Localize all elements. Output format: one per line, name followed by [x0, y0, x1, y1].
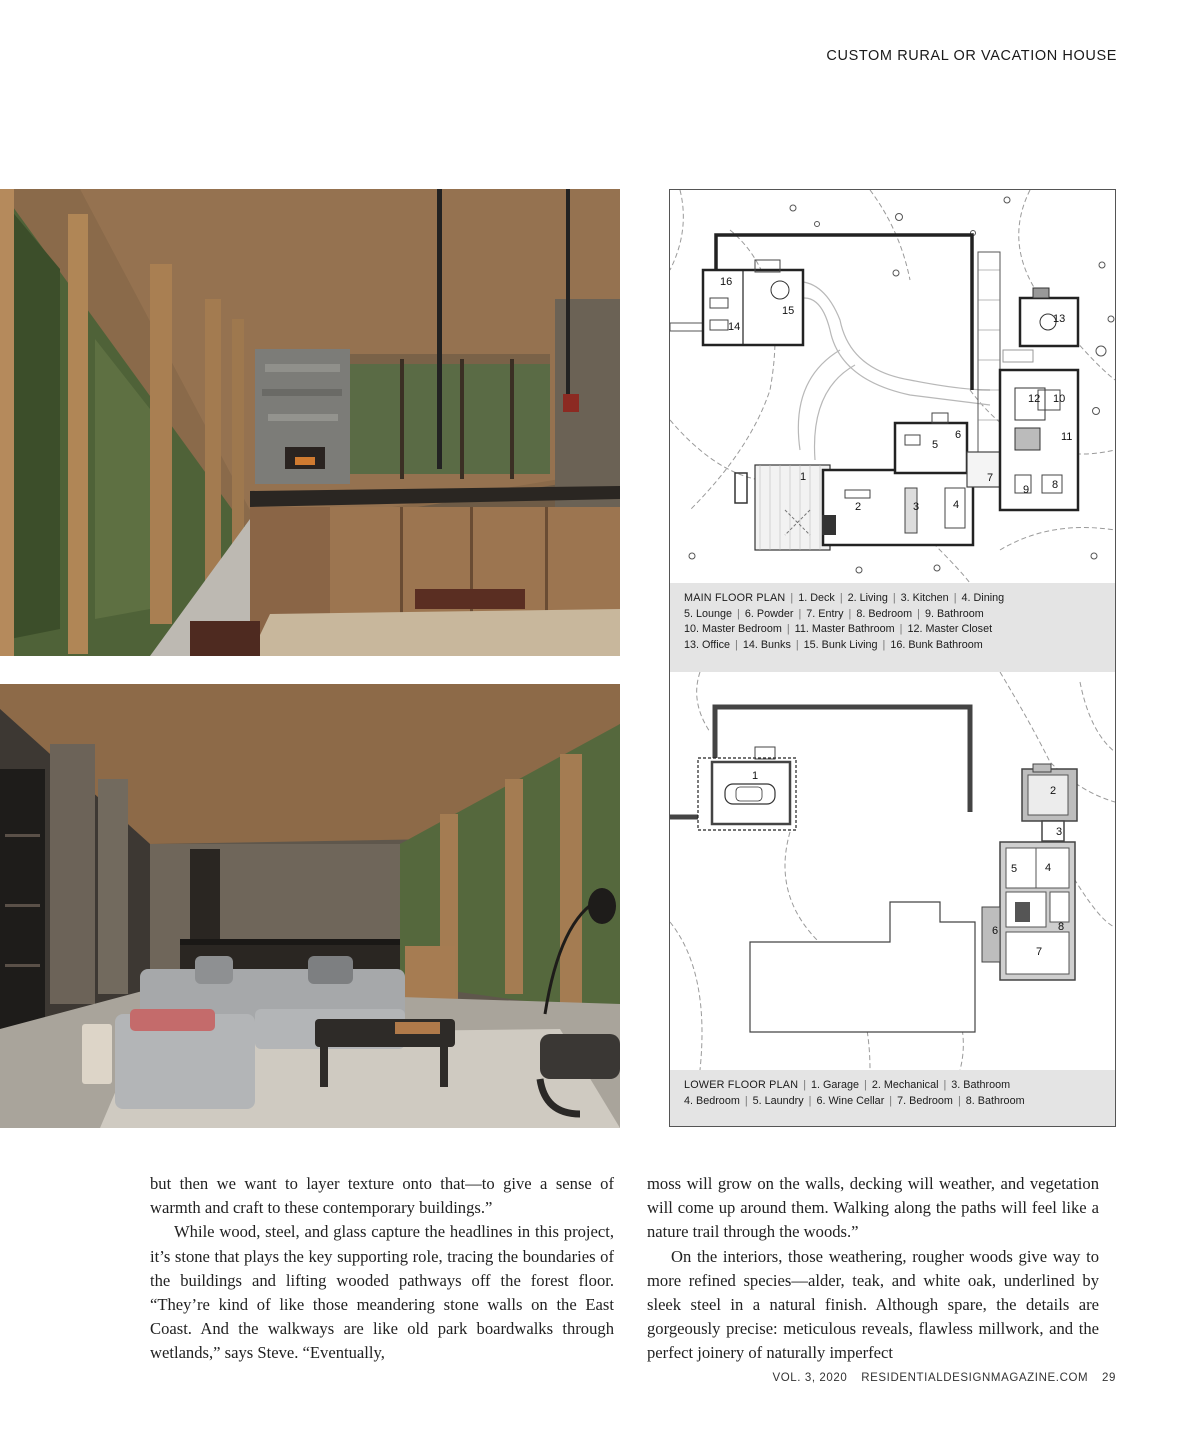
main-room: 6. Powder [744, 607, 794, 620]
main-room: 14. Bunks [742, 638, 791, 651]
main-room: 13. Office [684, 638, 731, 651]
lower-room: 1. Garage [811, 1079, 860, 1091]
main-plan-room-number: 3 [913, 501, 920, 513]
main-room: 10. Master Bedroom [684, 623, 782, 636]
main-room: 5. Lounge [684, 607, 733, 620]
lower-plan-room-number: 6 [992, 925, 999, 937]
lower-room: 5. Laundry [752, 1094, 804, 1107]
lower-room: 4. Bedroom [684, 1094, 740, 1107]
page-footer [762, 1372, 1116, 1384]
lower-room: 7. Bedroom [897, 1094, 953, 1107]
main-room: 16. Bunk Bathroom [890, 638, 983, 651]
lower-floor-plan-drawing [670, 672, 1115, 1070]
body-paragraph: While wood, steel, and glass capture the headlines in this project, it’s stone that plays the key supporting role, tracing the boundaries of the buildings and lifting wooded pathways off the forest floor. “They’re kind of like those meandering stone walls on the East Coast. And the walkways are like old park boardwalks through wetlands,” says Steve. “Eventually, [150, 1222, 614, 1363]
main-plan-room-number: 8 [1052, 479, 1059, 491]
lower-plan-room-number: 2 [1050, 785, 1057, 797]
main-plan-room-number: 2 [855, 501, 862, 513]
main-room: 12. Master Closet [907, 623, 993, 636]
main-plan-room-number: 1 [800, 471, 807, 483]
main-plan-room-number: 11 [1061, 431, 1073, 443]
body-paragraph: but then we want to layer texture onto that—to give a sense of warmth and craft to these contemporary buildings.” [150, 1174, 614, 1218]
lower-plan-room-number: 1 [752, 770, 759, 782]
main-plan-room-number: 12 [1028, 393, 1041, 405]
lower-plan-room-number: 7 [1036, 946, 1043, 958]
main-plan-room-number: 15 [782, 305, 795, 317]
main-room: 15. Bunk Living [803, 638, 878, 651]
kitchen-photo [0, 189, 620, 656]
main-room: 8. Bedroom [856, 607, 913, 620]
lower-plan-room-number: 8 [1058, 921, 1065, 933]
main-room: 2. Living [847, 592, 888, 604]
main-plan-room-number: 16 [720, 276, 733, 288]
main-room: 11. Master Bathroom [794, 623, 895, 636]
main-plan-title: MAIN FLOOR PLAN [684, 592, 786, 604]
main-room: 9. Bathroom [924, 607, 984, 620]
lower-plan-room-number: 4 [1045, 862, 1052, 874]
lower-room: 2. Mechanical [871, 1079, 939, 1091]
main-room: 4. Dining [961, 592, 1005, 604]
main-room: 7. Entry [806, 607, 844, 620]
main-floor-plan-drawing [670, 190, 1115, 583]
body-column-right [647, 1172, 1099, 1366]
lower-room: 3. Bathroom [951, 1079, 1011, 1091]
main-room: 1. Deck [798, 592, 835, 604]
body-paragraph: On the interiors, those weathering, rougher woods give way to more refined species—alder, teak, and white oak, underlined by sleek steel in a natural finish. Although spare, the details are gorgeously precise: meticulous reveals, flawless millwork, and the perfect joinery of naturally imperfect [647, 1246, 1099, 1363]
lower-room: 6. Wine Cellar [816, 1094, 885, 1107]
lower-room: 8. Bathroom [965, 1094, 1025, 1107]
lower-plan-room-number: 5 [1011, 863, 1018, 875]
car-icon [725, 784, 775, 804]
lower-plan-title: LOWER FLOOR PLAN [684, 1079, 799, 1091]
main-plan-room-number: 13 [1053, 313, 1066, 325]
main-plan-room-number: 14 [728, 321, 741, 333]
footer-site: RESIDENTIALDESIGNMAGAZINE.COM [861, 1372, 1089, 1384]
page-number: 29 [1102, 1372, 1116, 1384]
main-plan-room-number: 10 [1053, 393, 1066, 405]
main-floor-plan-legend: MAIN FLOOR PLAN | 1. Deck | 2. Living | 3. Kitchen | 4. Dining 5. Lounge | 6. Powder | 7. Entry | 8. Bedroom | 9. Bathroom 10. Master Bedroom | 11. Master Bathroom | 12. Master Closet 13. Office | 14. Bunks | 15. Bunk Living | 16. Bunk Bathroom [670, 583, 1115, 672]
main-plan-room-number: 6 [955, 429, 962, 441]
floor-plans-panel [669, 189, 1116, 1127]
section-label: CUSTOM RURAL OR VACATION HOUSE [826, 48, 1117, 64]
footer-volume: VOL. 3, 2020 [772, 1372, 848, 1384]
lower-floor-plan-legend: LOWER FLOOR PLAN | 1. Garage | 2. Mechanical | 3. Bathroom 4. Bedroom | 5. Laundry | 6. Wine Cellar | 7. Bedroom | 8. Bathroom [670, 1070, 1115, 1126]
main-plan-room-number: 4 [953, 499, 960, 511]
living-room-photo [0, 684, 620, 1128]
lower-plan-room-number: 3 [1056, 826, 1063, 838]
main-plan-room-number: 5 [932, 439, 939, 451]
body-column-left [150, 1172, 614, 1366]
main-plan-room-number: 7 [987, 472, 994, 484]
main-plan-room-number: 9 [1023, 484, 1030, 496]
body-paragraph: moss will grow on the walls, decking will weather, and vegetation will come up around them. Walking along the paths will feel like a nature trail through the woods.” [647, 1174, 1099, 1242]
main-room: 3. Kitchen [900, 592, 949, 604]
